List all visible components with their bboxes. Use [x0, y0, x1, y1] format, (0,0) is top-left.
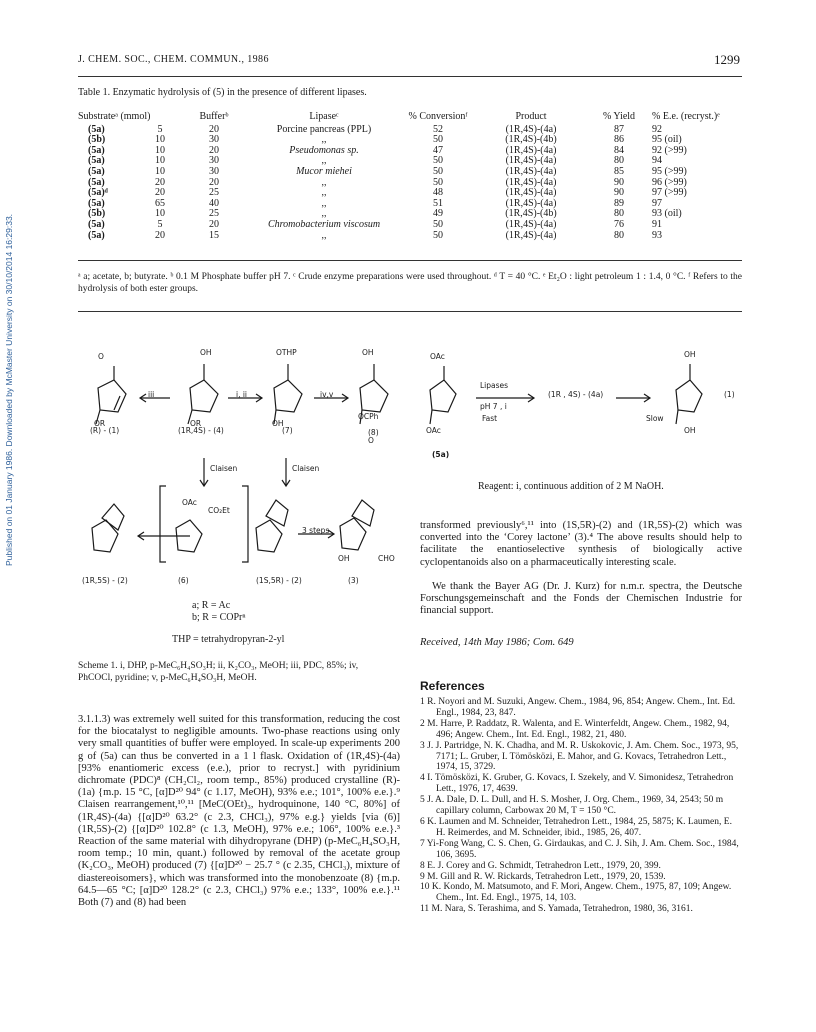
cell-substrate: (5a) [88, 123, 105, 135]
scheme-caption: Scheme 1. i, DHP, p-MeC₆H₄SO₃H; ii, K₂CO₃, MeOH; iii, PDC, 85%; iv, PhCOCl, pyridine; v, p-MeC₆H₄SO₃H, MeOH. [78, 661, 359, 683]
cell-mmol: 10 [155, 165, 165, 177]
arrow-lipases: Lipases [480, 381, 509, 390]
reference-item: 8 E. J. Corey and G. Schmidt, Tetrahedron Lett., 1979, 20, 399. [420, 860, 661, 871]
references-list [420, 697, 742, 915]
cell-buffer: 20 [209, 123, 219, 135]
cell-substrate: (5a) [88, 218, 105, 230]
col-buffer: Bufferᵇ [199, 111, 229, 122]
cell-ee: 96 (>99) [652, 176, 687, 188]
cell-lipase: ,, [321, 229, 327, 241]
cell-yield: 90 [614, 187, 624, 199]
cell-buffer: 15 [209, 229, 219, 241]
cell-mmol: 20 [155, 229, 165, 241]
label-compound-6: (6) [178, 576, 189, 585]
col-product: Product [515, 111, 547, 122]
cell-buffer: 20 [209, 218, 219, 230]
cell-yield: 80 [614, 208, 624, 220]
arrow-i-ii: i, ii [236, 390, 248, 399]
label-compound-7: (7) [282, 426, 293, 435]
label-compound-3: (3) [348, 576, 359, 585]
table-row [78, 125, 742, 136]
cell-substrate: (5a) [88, 144, 105, 156]
label-compound-1: (R) - (1) [90, 426, 120, 435]
reference-item: 11 M. Nara, S. Terashima, and S. Yamada, Tetrahedron, 1980, 36, 3161. [420, 904, 693, 915]
table-row [78, 167, 742, 178]
cell-conversion: 51 [433, 197, 443, 209]
cell-lipase: Pseudomonas sp. [289, 144, 359, 156]
cell-lipase: Mucor miehei [296, 165, 352, 177]
cell-yield: 90 [614, 176, 624, 188]
header-rule [78, 76, 742, 77]
equation-number: (1) [724, 390, 735, 399]
reference-item: 7 Yi-Fong Wang, C. S. Chen, G. Girdaukas, and C. J. Sih, J. Am. Chem. Soc., 1984, 106, 3695. [420, 838, 739, 860]
table-caption: Table 1. Enzymatic hydrolysis of (5) in the presence of different lipases. [78, 87, 367, 98]
cell-conversion: 49 [433, 208, 443, 220]
table-header-row [78, 112, 742, 125]
cell-mmol: 10 [155, 208, 165, 220]
cell-product: (1R,4S)-(4a) [505, 197, 557, 209]
cell-lipase: ,, [321, 155, 327, 167]
arrow-slow: Slow [646, 414, 664, 423]
label-compound-2a: (1R,5S) - (2) [82, 576, 128, 585]
cell-ee: 92 (>99) [652, 144, 687, 156]
cell-ee: 93 (oil) [652, 208, 682, 220]
cell-lipase: Chromobacterium viscosum [267, 218, 381, 230]
group-b: b; R = COPrⁿ [192, 612, 246, 623]
col-substrate: Substrateᵃ (mmol) [78, 111, 151, 122]
col-ee: % E.e. (recryst.)ᵉ [652, 111, 720, 122]
cell-ee: 97 (>99) [652, 187, 687, 199]
scheme-1-drawing [78, 340, 398, 590]
table-row [78, 146, 742, 157]
cell-yield: 89 [614, 197, 624, 209]
cell-lipase: ,, [321, 176, 327, 188]
references-title: References [420, 679, 485, 693]
cell-yield: 80 [614, 155, 624, 167]
cell-buffer: 30 [209, 134, 219, 146]
cell-product: (1R,4S)-(4a) [505, 218, 557, 230]
cell-buffer: 25 [209, 208, 219, 220]
cell-substrate: (5a) [88, 155, 105, 167]
received-date: Received, 14th May 1986; Com. 649 [420, 637, 574, 648]
cell-buffer: 30 [209, 155, 219, 167]
cell-conversion: 50 [433, 165, 443, 177]
cell-conversion: 50 [433, 176, 443, 188]
cell-lipase: ,, [321, 197, 327, 209]
cell-yield: 76 [614, 218, 624, 230]
cell-mmol: 5 [157, 218, 163, 230]
cell-lipase: ,, [321, 187, 327, 199]
cell-yield: 84 [614, 144, 624, 156]
cell-substrate: (5a) [88, 229, 105, 241]
cell-buffer: 40 [209, 197, 219, 209]
arrow-claisen-2: Claisen [292, 464, 320, 473]
intermediate-product: (1R , 4S) - (4a) [548, 390, 604, 399]
cell-conversion: 50 [433, 155, 443, 167]
journal-header: J. CHEM. SOC., CHEM. COMMUN., 1986 [78, 54, 269, 65]
arrow-claisen-1: Claisen [210, 464, 238, 473]
reference-item: 1 R. Noyori and M. Suzuki, Angew. Chem., 1984, 96, 854; Angew. Chem., Int. Ed. Engl., 1984, 23, 847. [420, 697, 736, 718]
cell-conversion: 50 [433, 218, 443, 230]
cell-substrate: (5a) [88, 197, 105, 209]
cell-yield: 85 [614, 165, 624, 177]
cell-buffer: 20 [209, 144, 219, 156]
cell-mmol: 65 [155, 197, 165, 209]
cell-ee: 97 [652, 197, 662, 209]
cell-lipase: ,, [321, 134, 327, 146]
cell-product: (1R,4S)-(4a) [505, 123, 557, 135]
cell-lipase: Porcine pancreas (PPL) [276, 123, 372, 135]
table-row [78, 231, 742, 242]
reference-item: 9 M. Gill and R. W. Rickards, Tetrahedron Lett., 1979, 20, 1539. [420, 871, 666, 882]
arrow-fast: Fast [482, 414, 498, 423]
cell-yield: 80 [614, 229, 624, 241]
cell-buffer: 20 [209, 176, 219, 188]
left-body-text: 3.1.1.3) was extremely well suited for this transformation, reducing the cost for the biocatalyst to negligible amounts. Two-phase reactions using only very small quantities of buffer were employed. In scale-up experiments 200 g of (5a) can thus be converted in a 1 l flask. Oxidation of (1R,4S)-(4a) [93% enantiomeric excess (e.e.), prior to recryst.] with pyridinium dichromate (PDC)⁸ (CH₂Cl₂, room temp., 85%) produced crystalline (R)-(1a) {m.p. 15 °C, [α]D²⁰ 94° (c 1.17, MeOH), 93% e.e.; 101°, 100% e.e.}.⁹ Claisen rearrangement,¹⁰,¹¹ [MeC(OEt)₃, hydroquinone, 140 °C, 80%] of (1R,4S)-(4a) {[α]D²⁰ 63.2° (c 2.3, CHCl₃), 97% e.g.} yields [via (6)] (1R,5S)-(2) {[α]D²⁰ 102.8° (c 1.3, MeOH), 97% e.e.; 106°, 100% e.e.}.³ Reaction of the same material with dihydropyrane (DHP) (p-MeC₆H₄SO₃H, room temp.; 10 min, quant.) followed by removal of the acetate group (K₂CO₃, MeOH) produced (7) {[α]D²⁰ − 25.7 ° (c 2.35, CHCl₃), mixture of diastereoisomers}, which was transformed into the monobenzoate (8) {m.p. 64.5—65 °C; [α]D²⁰ 128.2° (c 2.3, CHCl₃) 97% e.e.; 133°, 100% e.e.}.¹¹ Both (7) and (8) had been [78, 714, 400, 909]
table-row [78, 220, 742, 231]
cell-product: (1R,4S)-(4a) [505, 229, 557, 241]
cell-mmol: 20 [155, 176, 165, 188]
arrow-ph: pH 7 , i [480, 402, 507, 411]
cell-mmol: 10 [155, 155, 165, 167]
cell-product: (1R,4S)-(4a) [505, 144, 557, 156]
table-row [78, 135, 742, 146]
cell-conversion: 50 [433, 229, 443, 241]
table-row [78, 188, 742, 199]
table-rule [78, 260, 742, 261]
cell-mmol: 10 [155, 134, 165, 146]
cell-mmol: 5 [157, 123, 163, 135]
lipase-table [78, 112, 742, 241]
cell-ee: 93 [652, 229, 662, 241]
col-conversion: % Conversionᶠ [408, 111, 468, 122]
cell-mmol: 20 [155, 187, 165, 199]
cell-product: (1R,4S)-(4a) [505, 155, 557, 167]
label-compound-4: (1R,4S) - (4) [178, 426, 224, 435]
reference-item: 4 I. Tömösközi, K. Gruber, G. Kovacs, I. Szekely, and V. Simonidesz, Tetrahedron Lett., 1976, 17, 4639. [420, 773, 734, 795]
label-compound-5a: (5a) [432, 450, 450, 459]
cell-buffer: 30 [209, 165, 219, 177]
arrow-three-steps: 3 steps [302, 526, 330, 535]
reference-item: 5 J. A. Dale, D. L. Dull, and H. S. Mosher, J. Org. Chem., 1969, 34, 2543; 50 m capillary column, Carbowax 20 M, T = 150 °C. [420, 795, 724, 817]
cell-ee: 95 (oil) [652, 134, 682, 146]
reagent-note: Reagent: i, continuous addition of 2 M NaOH. [478, 481, 664, 492]
cell-substrate: (5a) [88, 165, 105, 177]
footnote-rule [78, 311, 742, 312]
right-paragraph-2: We thank the Bayer AG (Dr. J. Kurz) for n.m.r. spectra, the Deutsche Forschungsgemeinschaft and the Fonds der Chemischen Industrie for financial support. [420, 581, 742, 617]
download-note: Published on 01 January 1986. Downloaded by McMaster University on 30/10/2014 16:29:33. [4, 213, 14, 567]
col-yield: % Yield [602, 111, 636, 122]
cell-yield: 87 [614, 123, 624, 135]
right-paragraph-1: transformed previously⁶,¹¹ into (1S,5R)-(2) and (1R,5S)-(2) which was converted into the ‘Corey lactone’ (3).⁴ The above results should help to facilitate the enantioselective synthesis of biologically active cyclopentanoids also on a pharmaceutically interesting scale. [420, 520, 742, 568]
cell-substrate: (5b) [88, 134, 106, 146]
thp-definition: THP = tetrahydropyran-2-yl [172, 634, 285, 645]
group-a: a; R = Ac [192, 600, 231, 611]
cell-conversion: 48 [433, 187, 443, 199]
cell-lipase: ,, [321, 208, 327, 220]
table-row [78, 199, 742, 210]
reference-item: 10 K. Kondo, M. Matsumoto, and F. Mori, Angew. Chem., 1975, 87, 109; Angew. Chem., Int. Ed. Engl., 1975, 14, 103. [420, 882, 732, 904]
cell-substrate: (5a) [88, 176, 105, 188]
page-number: 1299 [714, 52, 740, 67]
label-compound-2b: (1S,5R) - (2) [256, 576, 302, 585]
cell-product: (1R,4S)-(4b) [505, 208, 557, 220]
table-row [78, 178, 742, 189]
cell-conversion: 50 [433, 134, 443, 146]
cell-ee: 92 [652, 123, 662, 135]
arrow-iii: iii [148, 390, 155, 399]
table-row [78, 156, 742, 167]
cell-conversion: 52 [433, 123, 443, 135]
cell-ee: 91 [652, 218, 662, 230]
cell-conversion: 47 [433, 144, 443, 156]
col-lipase: Lipaseᶜ [309, 111, 339, 122]
cell-product: (1R,4S)-(4a) [505, 165, 557, 177]
cell-substrate: (5b) [88, 208, 106, 220]
arrow-iv-v: iv,v [320, 390, 334, 399]
cell-ee: 94 [652, 155, 662, 167]
cell-product: (1R,4S)-(4a) [505, 187, 557, 199]
cell-mmol: 10 [155, 144, 165, 156]
cell-buffer: 25 [209, 187, 219, 199]
reference-item: 2 M. Harre, P. Raddatz, R. Walenta, and E. Winterfeldt, Angew. Chem., 1982, 94, 496; Angew. Chem., Int. Ed. Engl., 1982, 21, 480. [420, 718, 730, 740]
cell-ee: 95 (>99) [652, 165, 687, 177]
cell-yield: 86 [614, 134, 624, 146]
reference-item: 6 K. Laumen and M. Schneider, Tetrahedron Lett., 1984, 25, 5875; K. Laumen, E. H. Reimerdes, and M. Schneider, ibid., 1985, 26, 407. [420, 816, 732, 838]
table-footnote: ᵃ a; acetate, b; butyrate. ᵇ 0.1 M Phosphate buffer pH 7. ᶜ Crude enzyme preparations were used throughout. ᵈ T = 40 °C. ᵉ Et₂O : light petroleum 1 : 1.4, 0 °C. ᶠ Refers to the hydrolysis of both ester groups. [78, 272, 742, 294]
label-compound-8: (8) [368, 428, 379, 437]
reference-item: 3 J. J. Partridge, N. K. Chadha, and M. R. Uskokovic, J. Am. Chem. Soc., 1973, 95, 7171; L. Gruber, I. Tömösközi, E. Mahor, and G. Kovacs, Tetrahedron Lett., 1974, 15, 3729. [420, 740, 739, 773]
cell-substrate: (5a)ᵈ [88, 187, 108, 199]
cell-product: (1R,4S)-(4a) [505, 176, 557, 188]
cell-product: (1R,4S)-(4b) [505, 134, 557, 146]
table-row [78, 209, 742, 220]
